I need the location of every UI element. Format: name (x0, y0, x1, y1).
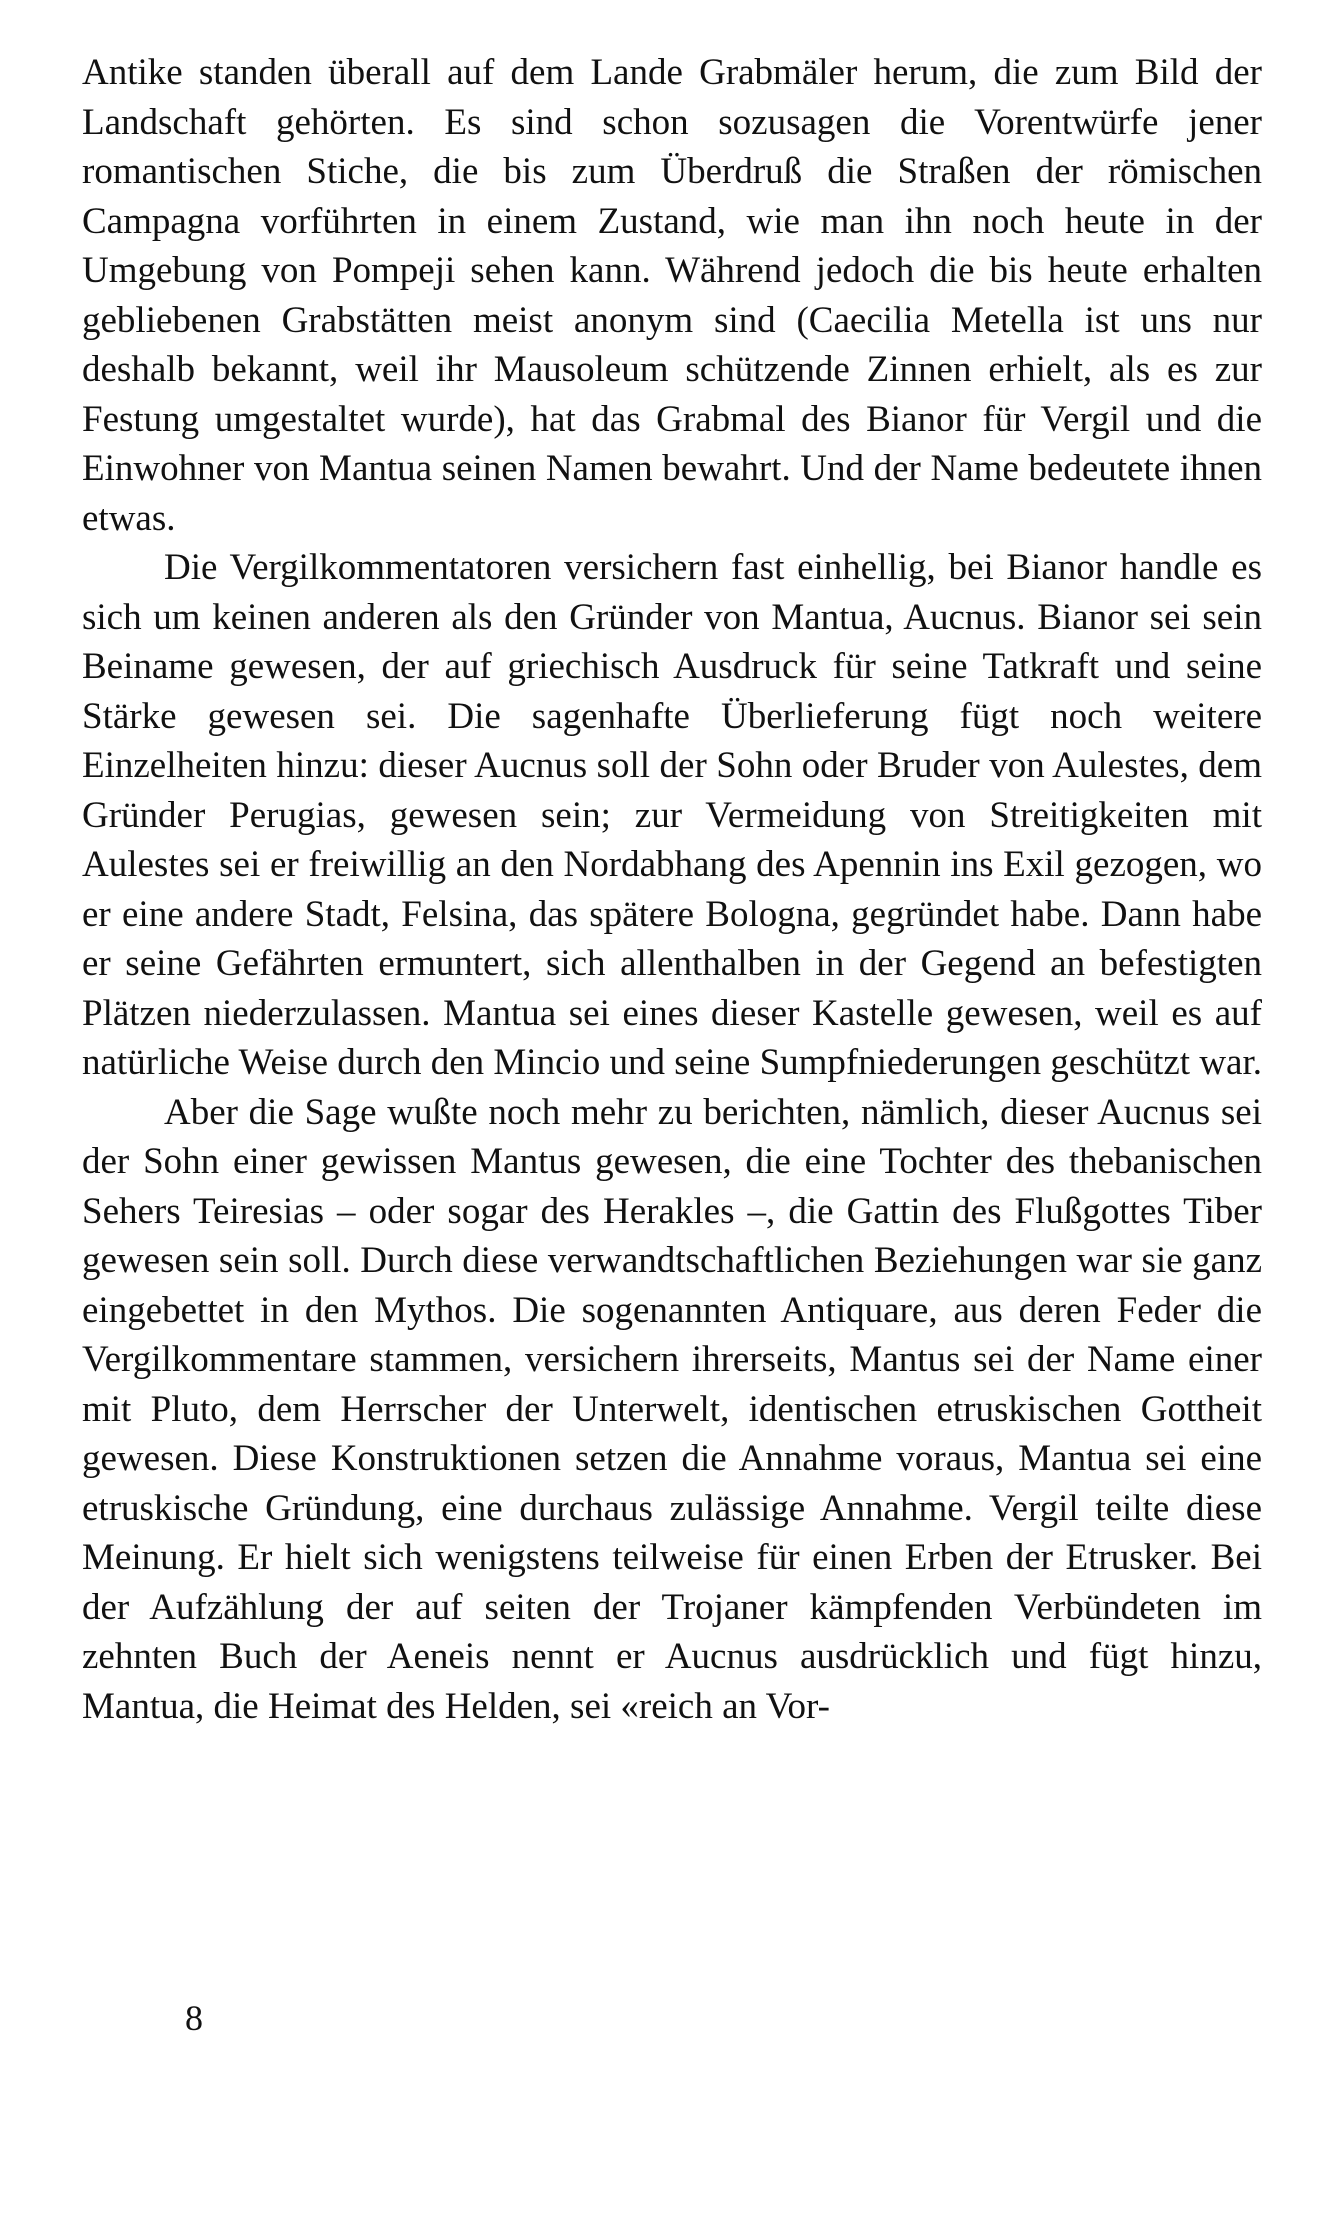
paragraph-1: Antike standen überall auf dem Lande Grabmäler herum, die zum Bild der Landschaft gehörten. Es sind schon sozusagen die Vorentwürfe jener romantischen Stiche, die bis zum Überdruß die Straßen der römischen Campagna vorführten in einem Zustand, wie man ihn noch heute in der Umgebung von Pompeji sehen kann. Während jedoch die bis heute erhalten gebliebenen Grabstätten meist anonym sind (Caecilia Metella ist uns nur deshalb bekannt, weil ihr Mausoleum schützende Zinnen erhielt, als es zur Festung umgestaltet wurde), hat das Grabmal des Bianor für Vergil und die Einwohner von Mantua seinen Namen bewahrt. Und der Name bedeutete ihnen etwas. (82, 52, 1262, 539)
page-number: 8 (185, 1998, 203, 2038)
body-text (82, 48, 1262, 1731)
paragraph-2: Die Vergilkommentatoren versichern fast einhellig, bei Bianor handle es sich um keinen anderen als den Gründer von Mantua, Aucnus. Bianor sei sein Beiname gewesen, der auf griechisch Ausdruck für seine Tatkraft und seine Stärke gewesen sei. Die sagenhafte Überlieferung fügt noch weitere Einzelheiten hinzu: dieser Aucnus soll der Sohn oder Bruder von Aulestes, dem Gründer Perugias, gewesen sein; zur Vermeidung von Streitigkeiten mit Aulestes sei er freiwillig an den Nordabhang des Apennin ins Exil gezogen, wo er eine andere Stadt, Felsina, das spätere Bologna, gegründet habe. Dann habe er seine Gefährten ermuntert, sich allenthalben in der Gegend an befestigten Plätzen niederzulassen. Mantua sei eines dieser Kastelle gewesen, weil es auf natürliche Weise durch den Mincio und seine Sumpfniederungen geschützt war. (82, 547, 1263, 1083)
paragraph-3: Aber die Sage wußte noch mehr zu berichten, nämlich, dieser Aucnus sei der Sohn einer gewissen Mantus gewesen, die eine Tochter des thebanischen Sehers Teiresias – oder sogar des Herakles –, die Gattin des Flußgottes Tiber gewesen sein soll. Durch diese verwandtschaftlichen Beziehungen war sie ganz eingebettet in den Mythos. Die sogenannten Antiquare, aus deren Feder die Vergilkommentare stammen, versichern ihrerseits, Mantus sei der Name einer mit Pluto, dem Herrscher der Unterwelt, identischen etruskischen Gottheit gewesen. Diese Konstruktionen setzen die Annahme voraus, Mantua sei eine etruskische Gründung, eine durchaus zulässige Annahme. Vergil teilte diese Meinung. Er hielt sich wenigstens teilweise für einen Erben der Etrusker. Bei der Aufzählung der auf seiten der Trojaner kämpfenden Verbündeten im zehnten Buch der Aeneis nennt er Aucnus ausdrücklich und fügt hinzu, Mantua, die Heimat des Helden, sei «reich an Vor- (82, 1091, 1262, 1727)
